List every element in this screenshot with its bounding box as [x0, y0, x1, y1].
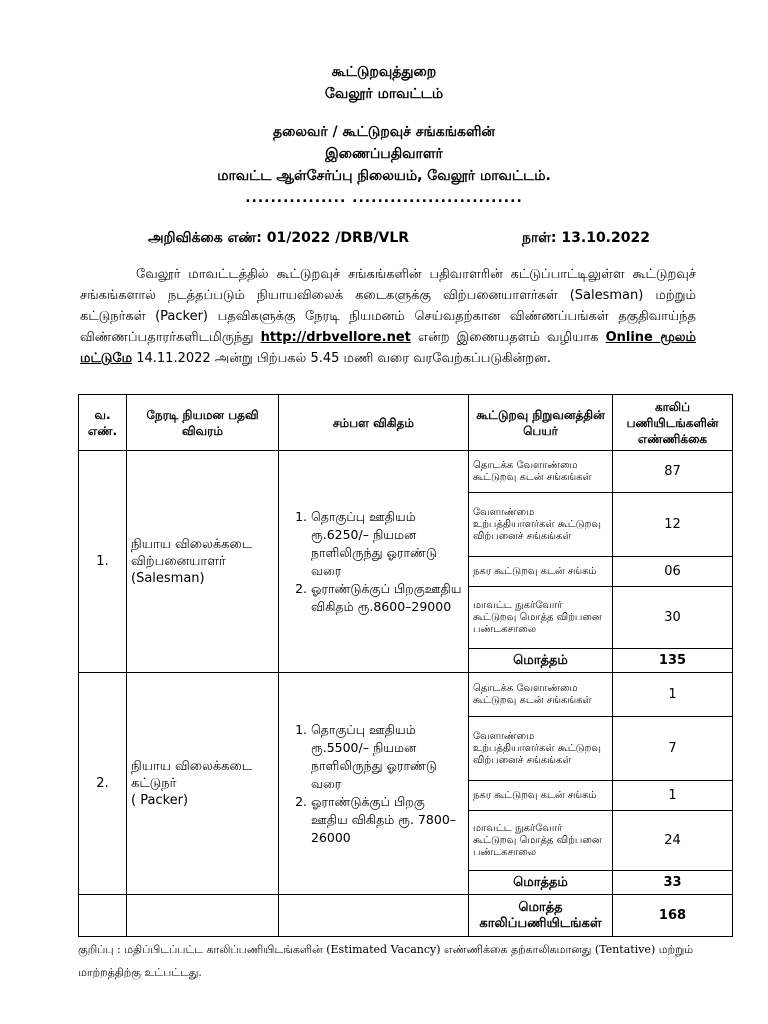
intro-paragraph — [80, 264, 696, 369]
row2-count-1: 1 — [613, 673, 733, 717]
row1-sno: 1. — [79, 451, 127, 673]
intro-text-2: என்ற இணையதளம் வழியாக — [410, 330, 606, 345]
row1-post-ta: நியாய விலைக்கடை விற்பனையாளர் — [131, 537, 253, 569]
header-pay: சம்பள விகிதம் — [279, 395, 469, 451]
row1-org-2: வேளாண்மை உற்பத்தியாளர்கள் கூட்டுறவு விற்பனைச் சங்கங்கள் — [469, 493, 613, 557]
row2-post-en: ( Packer) — [131, 793, 189, 808]
row1-pay-item-2: 2. ஓராண்டுக்குப் பிறகுஊதிய விகிதம் ரூ.8600–29000 — [311, 580, 464, 616]
row1-org-3: நகர கூட்டுறவு கடன் சங்கம் — [469, 557, 613, 587]
row2-post — [127, 673, 279, 895]
separator-dots: ................ ........................... — [245, 190, 523, 206]
row2-count-2: 7 — [613, 717, 733, 781]
row1-org-1: தொடக்க வேளாண்மை கூட்டுறவு கடன் சங்கங்கள் — [469, 451, 613, 493]
row2-total: 33 — [613, 871, 733, 895]
row2-count-4: 24 — [613, 811, 733, 871]
grand-total: 168 — [613, 895, 733, 937]
intro-text: வேலூர் மாவட்டத்தில் கூட்டுறவுச் சங்கங்களின் பதிவாளரின் கட்டுப்பாட்டிலுள்ள கூட்டுறவுச் சங்கங்களால் நடத்தப்படும் நியாயவிலைக் கடைகளுக்கு விற்பனையாளர்கள் (Salesman) மற்றும் கட்டுநர்கள் (Packer) பதவிகளுக்கு நேரடி நியமனம் செய்வதற்கான விண்ணப்பங்கள் தகுதிவாய்ந்த விண்ணப்பதாரர்களிடமிருந்து — [80, 267, 696, 345]
row1-post — [127, 451, 279, 673]
row2-pay-item-2: 2. ஓராண்டுக்குப் பிறகு ஊதிய விகிதம் ரூ. 7800–26000 — [311, 793, 464, 847]
row2-pay — [279, 673, 469, 895]
row2-org-2: வேளாண்மை உற்பத்தியாளர்கள் கூட்டுறவு விற்பனைச் சங்கங்கள் — [469, 717, 613, 781]
grand-total-label: மொத்த காலிப்பணியிடங்கள் — [469, 895, 613, 937]
header-org: கூட்டுறவு நிறுவனத்தின் பெயர் — [469, 395, 613, 451]
row1-pay — [279, 451, 469, 673]
row1-count-1: 87 — [613, 451, 733, 493]
website-link[interactable]: http://drbvellore.net — [260, 330, 411, 345]
row2-org-4: மாவட்ட நுகர்வோர் கூட்டுறவு மொத்த விற்பனை பண்டகசாலை — [469, 811, 613, 871]
row1-total: 135 — [613, 649, 733, 673]
row1-post-en: (Salesman) — [131, 571, 205, 586]
row1-count-2: 12 — [613, 493, 733, 557]
row1-count-3: 06 — [613, 557, 733, 587]
row2-org-3: நகர கூட்டுறவு கடன் சங்கம் — [469, 781, 613, 811]
online-only-text: Online மூலம் மட்டுமே — [80, 330, 696, 366]
row2-total-label: மொத்தம் — [469, 871, 613, 895]
footnote: குறிப்பு : மதிப்பிடப்பட்ட காலிப்பணியிடங்களின் (Estimated Vacancy) எண்ணிக்கை தற்காலிகமானது (Tentative) மற்றும் மாற்றத்திற்கு உட்பட்டது. — [78, 943, 694, 979]
row2-count-3: 1 — [613, 781, 733, 811]
joint-registrar-title: இணைப்பதிவாளர் — [325, 146, 443, 162]
authority-title: தலைவர் / கூட்டுறவுச் சங்கங்களின் — [272, 124, 496, 140]
row2-pay-item-1: 1. தொகுப்பு ஊதியம் ரூ.5500/– நியமன நாளிலிருந்து ஓராண்டு வரை — [311, 721, 464, 793]
row1-pay-item-1: 1. தொகுப்பு ஊதியம் ரூ.6250/– நியமன நாளிலிருந்து ஓராண்டு வரை — [311, 508, 464, 580]
grand-total-empty-2 — [127, 895, 279, 937]
grand-total-empty-1 — [79, 895, 127, 937]
notice-date: நாள்: 13.10.2022 — [522, 230, 650, 246]
header-post: நேரடி நியமன பதவி விவரம் — [127, 395, 279, 451]
row1-org-4: மாவட்ட நுகர்வோர் கூட்டுறவு மொத்த விற்பனை பண்டகசாலை — [469, 587, 613, 649]
row1-count-4: 30 — [613, 587, 733, 649]
table-row — [79, 451, 733, 493]
vacancy-table — [78, 394, 733, 937]
department-title: கூட்டுறவுத்துறை — [331, 64, 437, 80]
table-header-row — [79, 395, 733, 451]
grand-total-row — [79, 895, 733, 937]
grand-total-empty-3 — [279, 895, 469, 937]
district-title: வேலூர் மாவட்டம் — [324, 86, 444, 102]
notice-number: அறிவிக்கை எண்: 01/2022 /DRB/VLR — [148, 230, 410, 246]
intro-text-3: 14.11.2022 அன்று பிற்பகல் 5.45 மணி வரை வரவேற்கப்படுகின்றன. — [132, 351, 551, 366]
table-row — [79, 673, 733, 717]
recruitment-bureau-title: மாவட்ட ஆள்சேர்ப்பு நிலையம், வேலூர் மாவட்டம். — [217, 168, 551, 184]
header-count: காலிப் பணியிடங்களின் எண்ணிக்கை — [613, 395, 733, 451]
row2-post-ta: நியாய விலைக்கடை கட்டுநர் — [131, 759, 253, 791]
row1-total-label: மொத்தம் — [469, 649, 613, 673]
row2-org-1: தொடக்க வேளாண்மை கூட்டுறவு கடன் சங்கங்கள் — [469, 673, 613, 717]
row2-sno: 2. — [79, 673, 127, 895]
header-sno: வ. எண். — [79, 395, 127, 451]
